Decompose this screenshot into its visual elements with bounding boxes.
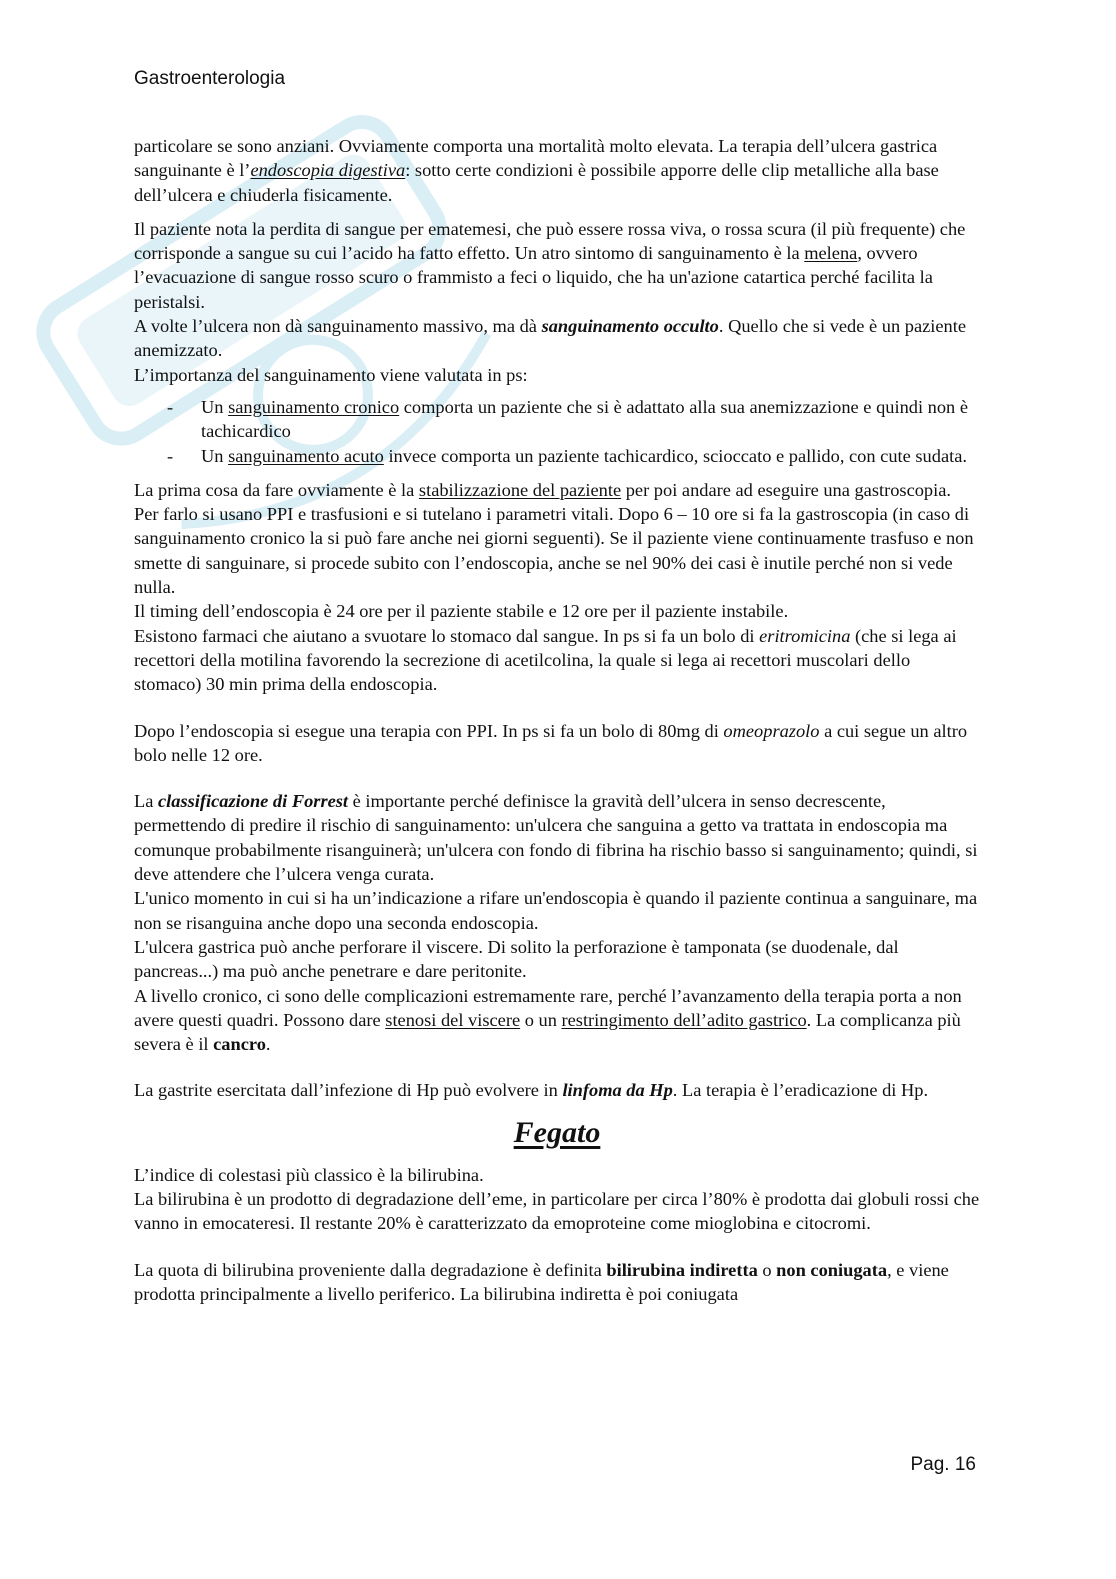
section-heading-fegato: Fegato — [513, 1115, 601, 1149]
paragraph-stabilization: La prima cosa da fare ovviamente è la stabilizzazione del paziente per poi andare ad eseguire una gastroscopia. Per farlo si usano PPI e trasfusioni e si tutelano i parametri vitali. Dopo 6 – 10 ore si fa la gastroscopia (in caso di sanguinamento cronico la si può fare anche nei giorni seguenti). Se il paziente viene continuamente trasfuso e non smette di sanguinare, si procede subito con l’endoscopia, anche se nel 90% dei casi è inutile perché non si vede nulla. — [134, 479, 974, 598]
paragraph-endoscopy-timing: Il timing dell’endoscopia è 24 ore per il paziente stabile e 12 ore per il paziente instabile. — [134, 601, 789, 622]
list-item: - Un sanguinamento cronico comporta un paziente che si è adattato alla sua anemizzazione e quindi non è tachicardico — [167, 396, 969, 442]
paragraph-complications: A livello cronico, ci sono delle complicazioni estremamente rare, perché l’avanzamento della terapia porta a non avere questi quadri. Possono dare stenosi del viscere o un restringimento dell’adito gastrico. La complicanza più severa è il cancro. — [134, 985, 962, 1055]
paragraph-cholestasis-index: L’indice di colestasi più classico è la bilirubina. — [134, 1164, 484, 1185]
paragraph-forrest: La classificazione di Forrest è importante perché definisce la gravità dell’ulcera in senso decrescente, permettendo di predire il rischio di sanguinamento: un'ulcera che sanguina a getto va trattata in endoscopia ma comunque probabilmente risanguinerà; un'ulcera con fondo di fibrina ha rischio basso si sanguinamento; quindi, si deve attendere che l’ulcera venga curata. — [134, 791, 978, 885]
paragraph-ppi-therapy: Dopo l’endoscopia si esegue una terapia con PPI. In ps si fa un bolo di 80mg di omeoprazolo a cui segue un altro bolo nelle 12 ore. — [134, 720, 968, 765]
document-body — [134, 134, 980, 1306]
paragraph-indirect-bilirubin: La quota di bilirubina proveniente dalla degradazione è definita bilirubina indiretta o non coniugata, e viene prodotta principalmente a livello periferico. La bilirubina indiretta è poi coniugata — [134, 1259, 949, 1304]
endoscopia-digestiva-link: endoscopia digestiva — [250, 160, 406, 181]
list-item: - Un sanguinamento acuto invece comporta un paziente tachicardico, scioccato e pallido, con cute sudata. — [167, 445, 967, 466]
forrest-term: classificazione di Forrest — [158, 791, 349, 812]
header-title: Gastroenterologia — [134, 68, 286, 89]
paragraph-bilirubin-origin: La bilirubina è un prodotto di degradazione dell’eme, in particolare per circa l’80% è prodotta dai globuli rossi che vanno in emocateresi. Il restante 20% è caratterizzato da emoproteine come mioglobina e citocromi. — [134, 1188, 980, 1234]
paragraph-ulcer-therapy: particolare se sono anziani. Ovviamente comporta una mortalità molto elevata. La terapia dell’ulcera gastrica sanguinante è l’endoscopia digestiva: sotto certe condizioni è possibile apporre delle clip metalliche alla base dell’ulcera e chiuderla fisicamente. — [134, 136, 939, 205]
paragraph-occult-bleeding: A volte l’ulcera non dà sanguinamento massivo, ma dà sanguinamento occulto. Quello che si vede è un paziente anemizzato. — [134, 316, 967, 361]
page-number: Pag. 16 — [910, 1454, 976, 1475]
paragraph-bleeding-symptoms: Il paziente nota la perdita di sangue per ematemesi, che può essere rossa viva, o rossa scura (il più frequente) che corrisponde a sangue su cui l’acido ha fatto effetto. Un atro sintomo di sanguinamento è la melena, ovvero l’evacuazione di sangue rosso scuro o frammisto a feci o liquido, che ha un'azione catartica perché facilita la peristalsi. — [134, 218, 966, 312]
occult-bleeding-term: sanguinamento occulto — [541, 316, 719, 337]
paragraph-perforation: L'ulcera gastrica può anche perforare il viscere. Di solito la perforazione è tamponata (se duodenale, dal pancreas...) ma può anche penetrare e dare peritonite. — [134, 936, 899, 982]
paragraph-lymphoma: La gastrite esercitata dall’infezione di Hp può evolvere in linfoma da Hp. La terapia è l’eradicazione di Hp. — [134, 1080, 929, 1101]
paragraph-bleeding-importance: L’importanza del sanguinamento viene valutata in ps: — [134, 364, 528, 385]
paragraph-erythromycin: Esistono farmaci che aiutano a svuotare lo stomaco dal sangue. In ps si fa un bolo di eritromicina (che si lega ai recettori della motilina favorendo la secrezione di acetilcolina, la quale si lega ai recettori muscolari dello stomaco) 30 min prima della endoscopia. — [134, 625, 957, 695]
paragraph-repeat-endoscopy: L'unico momento in cui si ha un’indicazione a rifare un'endoscopia è quando il paziente continua a sanguinare, ma non se risanguina anche dopo una seconda endoscopia. — [134, 888, 978, 933]
bleeding-type-list — [134, 395, 980, 468]
melena-term: melena — [804, 243, 858, 264]
